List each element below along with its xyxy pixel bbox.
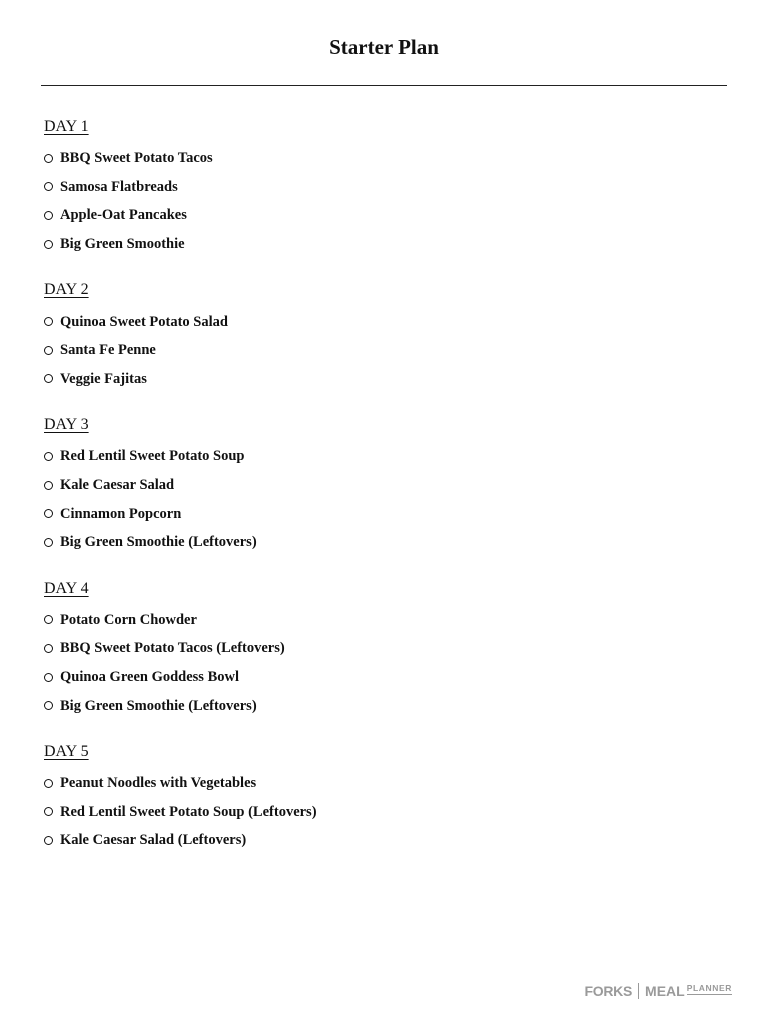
circle-bullet-icon	[44, 807, 53, 816]
meal-item	[44, 499, 724, 528]
circle-bullet-icon	[44, 673, 53, 682]
meal-item-label: Samosa Flatbreads	[60, 178, 178, 195]
meal-item-label: Red Lentil Sweet Potato Soup (Leftovers)	[60, 803, 317, 820]
meal-item-label: BBQ Sweet Potato Tacos (Leftovers)	[60, 640, 285, 657]
forks-meal-planner-logo	[585, 983, 732, 999]
day-section-1	[44, 116, 724, 258]
meal-item	[44, 173, 724, 202]
meal-item-label: Big Green Smoothie (Leftovers)	[60, 534, 257, 551]
meal-item	[44, 663, 724, 692]
day-heading-label: DAY 1	[44, 118, 89, 135]
meal-item	[44, 144, 724, 173]
meal-item-label: Veggie Fajitas	[60, 370, 147, 387]
day-heading-label: DAY 4	[44, 579, 89, 597]
meal-item	[44, 201, 724, 230]
meal-item	[44, 634, 724, 663]
day-section-5	[44, 741, 724, 855]
day-heading-label: DAY 2	[44, 281, 89, 299]
meal-plan	[44, 116, 724, 876]
meal-item	[44, 365, 724, 394]
day-heading	[44, 279, 724, 301]
meal-item-label: Kale Caesar Salad	[60, 477, 175, 494]
circle-bullet-icon	[44, 240, 53, 249]
circle-bullet-icon	[44, 154, 53, 163]
circle-bullet-icon	[44, 644, 53, 653]
meal-item-label: Kale Caesar Salad (Leftovers)	[60, 832, 247, 849]
meal-item	[44, 442, 724, 471]
meal-item-label: Red Lentil Sweet Potato Soup	[60, 448, 245, 465]
day-heading	[44, 741, 724, 763]
meal-item	[44, 471, 724, 500]
circle-bullet-icon	[44, 538, 53, 547]
meal-item-label: Apple-Oat Pancakes	[60, 207, 187, 224]
circle-bullet-icon	[44, 509, 53, 518]
day-heading	[44, 578, 724, 600]
meal-item	[44, 230, 724, 259]
circle-bullet-icon	[44, 481, 53, 490]
meal-item	[44, 826, 724, 855]
day-heading-label: DAY 5	[44, 742, 89, 760]
meal-item-label: Big Green Smoothie (Leftovers)	[60, 697, 257, 714]
meal-item-label: Big Green Smoothie	[60, 236, 185, 253]
circle-bullet-icon	[44, 182, 53, 191]
circle-bullet-icon	[44, 211, 53, 220]
logo-forks-text: FORKS	[584, 983, 633, 999]
day-section-2	[44, 279, 724, 393]
meal-item	[44, 336, 724, 365]
meal-item-label: Cinnamon Popcorn	[60, 505, 182, 522]
circle-bullet-icon	[44, 701, 53, 710]
meal-item	[44, 691, 724, 720]
day-heading-label: DAY 3	[44, 416, 89, 434]
circle-bullet-icon	[44, 374, 53, 383]
meal-item	[44, 307, 724, 336]
circle-bullet-icon	[44, 346, 53, 355]
logo-divider	[638, 983, 639, 999]
circle-bullet-icon	[44, 615, 53, 624]
circle-bullet-icon	[44, 317, 53, 326]
meal-item	[44, 606, 724, 635]
meal-item-label: Santa Fe Penne	[60, 342, 156, 359]
page-title: Starter Plan	[329, 35, 439, 59]
day-section-3	[44, 414, 724, 556]
day-heading	[44, 414, 724, 436]
meal-item	[44, 528, 724, 557]
meal-item-label: Quinoa Sweet Potato Salad	[60, 313, 228, 330]
day-section-4	[44, 578, 724, 720]
logo-meal-text: MEAL	[645, 983, 685, 999]
logo-planner-text: PLANNER	[686, 983, 732, 993]
circle-bullet-icon	[44, 836, 53, 845]
meal-item-label: Potato Corn Chowder	[60, 611, 197, 628]
day-heading	[44, 116, 724, 138]
meal-item-label: Peanut Noodles with Vegetables	[60, 775, 257, 792]
meal-item	[44, 769, 724, 798]
meal-item-label: Quinoa Green Goddess Bowl	[60, 669, 239, 686]
circle-bullet-icon	[44, 779, 53, 788]
meal-item-label: BBQ Sweet Potato Tacos	[60, 150, 213, 167]
circle-bullet-icon	[44, 452, 53, 461]
meal-item	[44, 798, 724, 827]
title-divider	[41, 85, 727, 86]
